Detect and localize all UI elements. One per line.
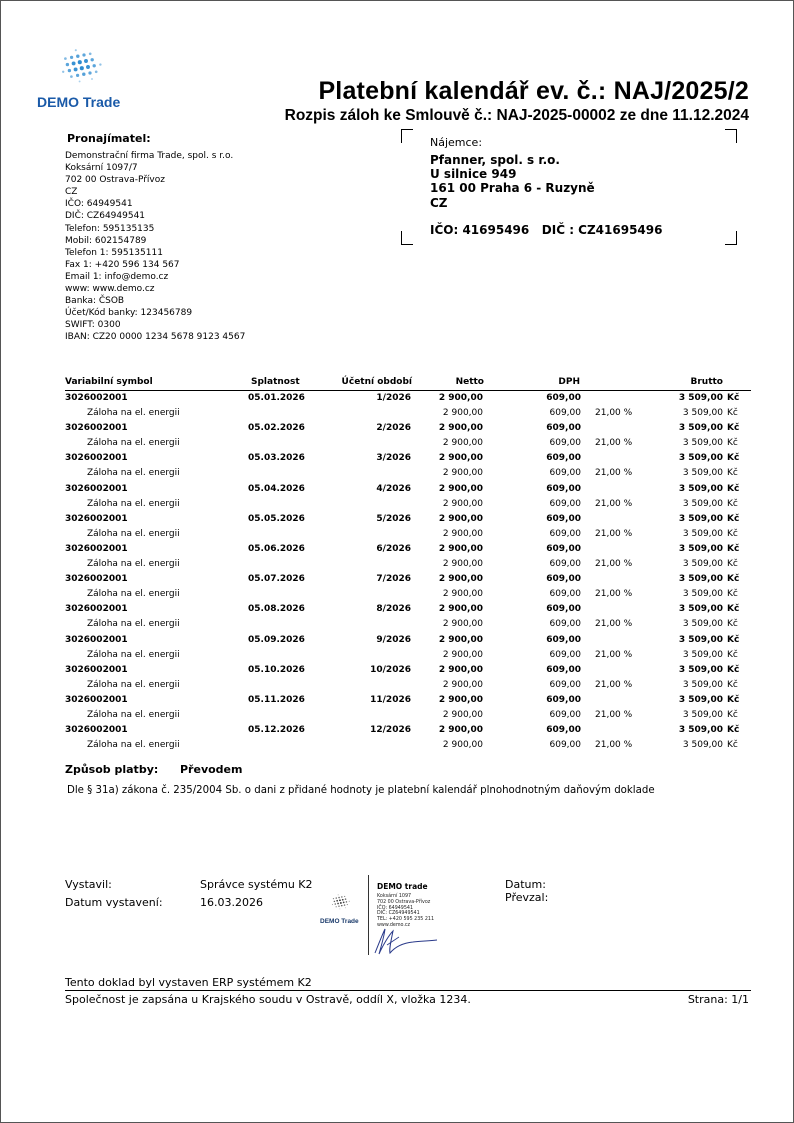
landlord-line: CZ [65, 187, 78, 198]
cell-currency: Kč [727, 543, 740, 554]
cell-vat-rate: 21,00 % [595, 679, 633, 690]
box-corner [401, 231, 413, 245]
cell-period: 7/2026 [376, 574, 411, 585]
cell-gross: 3 509,00 [678, 664, 723, 675]
table-subrow [65, 527, 751, 542]
cell-due: 05.08.2026 [248, 604, 305, 615]
cell-variable-symbol: 3026002001 [65, 634, 128, 645]
table-row [65, 512, 751, 527]
tenant-line: Pfanner, spol. s r.o. [430, 153, 560, 167]
cell-vat: 609,00 [549, 589, 581, 600]
cell-vat: 609,00 [546, 664, 581, 675]
tenant-box [401, 129, 737, 245]
cell-currency: Kč [727, 408, 738, 419]
cell-vat-rate: 21,00 % [595, 559, 633, 570]
cell-gross: 3 509,00 [678, 604, 723, 615]
cell-vat: 609,00 [546, 453, 581, 464]
tenant-line: CZ [430, 195, 448, 210]
cell-currency: Kč [727, 589, 738, 600]
tenant-label: Nájemce: [430, 136, 483, 149]
cell-variable-symbol: 3026002001 [65, 725, 128, 736]
cell-gross: 3 509,00 [682, 559, 723, 570]
cell-due: 05.12.2026 [248, 725, 305, 736]
cell-vat-rate: 21,00 % [595, 589, 633, 600]
cell-period: 9/2026 [376, 634, 411, 645]
cell-gross: 3 509,00 [678, 423, 723, 434]
tenant-address [430, 153, 595, 210]
landlord-line: 702 00 Ostrava-Přívoz [65, 175, 165, 186]
cell-due: 05.01.2026 [248, 393, 305, 403]
cell-currency: Kč [727, 634, 740, 645]
header-due: Splatnost [251, 377, 300, 387]
table-subrow [65, 497, 751, 512]
cell-gross: 3 509,00 [682, 498, 723, 509]
table-row [65, 482, 751, 497]
cell-variable-symbol: 3026002001 [65, 694, 128, 705]
stamp-line: TEL: +420 595 235 211 [377, 917, 434, 923]
landlord-line: Banka: ČSOB [65, 296, 125, 307]
landlord-line: Demonstrační firma Trade, spol. s r.o. [65, 151, 234, 161]
cell-description: Záloha na el. energii [87, 709, 180, 720]
cell-period: 6/2026 [376, 543, 411, 554]
cell-net: 2 900,00 [442, 709, 483, 720]
header-vat: DPH [558, 377, 580, 387]
cell-description: Záloha na el. energii [87, 589, 180, 600]
cell-due: 05.05.2026 [248, 513, 305, 524]
landlord-line: Telefon 1: 595135111 [65, 247, 163, 258]
received-by-label: Převzal: [505, 891, 549, 904]
cell-net: 2 900,00 [442, 679, 483, 690]
cell-due: 05.02.2026 [248, 423, 305, 434]
cell-vat-rate: 21,00 % [595, 468, 633, 479]
cell-description: Záloha na el. energii [87, 649, 180, 660]
cell-gross: 3 509,00 [682, 528, 723, 539]
footer-company: Společnost je zapsána u Krajského soudu v Ostravě, oddíl X, vložka 1234. [65, 993, 471, 1006]
landlord-line: www: www.demo.cz [65, 284, 155, 295]
cell-period: 3/2026 [376, 453, 411, 464]
landlord-line: IČO: 64949541 [65, 199, 133, 210]
cell-vat: 609,00 [546, 694, 581, 705]
cell-period: 11/2026 [370, 694, 411, 705]
cell-variable-symbol: 3026002001 [65, 574, 128, 585]
cell-currency: Kč [727, 709, 738, 720]
cell-description: Záloha na el. energii [87, 740, 180, 751]
cell-gross: 3 509,00 [678, 483, 723, 494]
cell-variable-symbol: 3026002001 [65, 664, 128, 675]
cell-vat: 609,00 [546, 604, 581, 615]
legal-note: Dle § 31a) zákona č. 235/2004 Sb. o dani z přidané hodnoty je platební kalendář plnohodnotným daňovým doklade [67, 785, 655, 796]
cell-vat-rate: 21,00 % [595, 619, 633, 630]
cell-net: 2 900,00 [438, 634, 483, 645]
cell-gross: 3 509,00 [678, 513, 723, 524]
cell-net: 2 900,00 [442, 408, 483, 419]
cell-vat-rate: 21,00 % [595, 649, 633, 660]
issued-by-value: Správce systému K2 [200, 878, 313, 891]
cell-net: 2 900,00 [438, 543, 483, 554]
cell-variable-symbol: 3026002001 [65, 483, 128, 494]
cell-vat-rate: 21,00 % [595, 498, 633, 509]
cell-currency: Kč [727, 740, 738, 751]
cell-variable-symbol: 3026002001 [65, 604, 128, 615]
cell-net: 2 900,00 [438, 694, 483, 705]
landlord-line: SWIFT: 0300 [65, 320, 121, 331]
cell-vat: 609,00 [549, 468, 581, 479]
table-row [65, 542, 751, 557]
cell-currency: Kč [727, 453, 740, 464]
cell-net: 2 900,00 [442, 740, 483, 751]
table-row [65, 723, 751, 738]
cell-gross: 3 509,00 [678, 725, 723, 736]
payment-method-value: Převodem [180, 763, 243, 776]
table-row [65, 572, 751, 587]
cell-description: Záloha na el. energii [87, 438, 180, 449]
box-corner [725, 129, 737, 143]
table-row [65, 663, 751, 678]
cell-currency: Kč [727, 604, 740, 615]
table-row [65, 633, 751, 648]
cell-net: 2 900,00 [438, 483, 483, 494]
cell-net: 2 900,00 [442, 589, 483, 600]
cell-vat: 609,00 [549, 528, 581, 539]
cell-variable-symbol: 3026002001 [65, 423, 128, 434]
cell-vat: 609,00 [549, 438, 581, 449]
cell-vat: 609,00 [546, 513, 581, 524]
cell-currency: Kč [727, 513, 740, 524]
landlord-line: Mobil: 602154789 [65, 235, 147, 246]
cell-description: Záloha na el. energii [87, 498, 180, 509]
cell-net: 2 900,00 [442, 468, 483, 479]
cell-period: 10/2026 [370, 664, 411, 675]
cell-net: 2 900,00 [438, 604, 483, 615]
cell-vat: 609,00 [549, 619, 581, 630]
table-row [65, 391, 751, 406]
footer-divider [65, 990, 751, 991]
cell-net: 2 900,00 [442, 559, 483, 570]
cell-vat: 609,00 [549, 559, 581, 570]
signature-icon [369, 923, 441, 957]
table-row [65, 421, 751, 436]
cell-vat: 609,00 [549, 679, 581, 690]
cell-period: 1/2026 [376, 393, 411, 403]
cell-description: Záloha na el. energii [87, 468, 180, 479]
table-subrow [65, 648, 751, 663]
cell-description: Záloha na el. energii [87, 408, 180, 419]
table-header [65, 375, 751, 391]
landlord-line: Fax 1: +420 596 134 567 [65, 259, 180, 270]
cell-currency: Kč [727, 619, 738, 630]
document-title: Platební kalendář ev. č.: NAJ/2025/2 [318, 77, 749, 105]
cell-description: Záloha na el. energii [87, 528, 180, 539]
cell-due: 05.09.2026 [248, 634, 305, 645]
table-subrow [65, 678, 751, 693]
cell-period: 12/2026 [370, 725, 411, 736]
cell-description: Záloha na el. energii [87, 559, 180, 570]
cell-gross: 3 509,00 [678, 574, 723, 585]
cell-currency: Kč [727, 679, 738, 690]
cell-gross: 3 509,00 [678, 393, 723, 403]
cell-vat: 609,00 [546, 574, 581, 585]
landlord-line: Telefon: 595135135 [65, 223, 155, 234]
cell-currency: Kč [727, 528, 738, 539]
table-subrow [65, 557, 751, 572]
page-number: Strana: 1/1 [687, 993, 749, 1006]
cell-vat: 609,00 [549, 740, 581, 751]
cell-variable-symbol: 3026002001 [65, 543, 128, 554]
cell-net: 2 900,00 [442, 498, 483, 509]
header-variable-symbol: Variabilní symbol [65, 377, 153, 387]
cell-vat-rate: 21,00 % [595, 740, 633, 751]
cell-gross: 3 509,00 [682, 679, 723, 690]
cell-vat: 609,00 [546, 483, 581, 494]
cell-gross: 3 509,00 [682, 438, 723, 449]
document-subtitle: Rozpis záloh ke Smlouvě č.: NAJ-2025-00002 ze dne 11.12.2024 [284, 107, 749, 124]
cell-variable-symbol: 3026002001 [65, 393, 128, 403]
cell-currency: Kč [727, 393, 740, 403]
table-row [65, 451, 751, 466]
landlord-line: IBAN: CZ20 0000 1234 5678 9123 4567 [65, 332, 246, 343]
cell-gross: 3 509,00 [682, 740, 723, 751]
cell-gross: 3 509,00 [678, 543, 723, 554]
cell-net: 2 900,00 [442, 528, 483, 539]
landlord-line: Účet/Kód banky: 123456789 [65, 308, 193, 319]
tenant-line: 161 00 Praha 6 - Ruzyně [430, 181, 595, 196]
cell-currency: Kč [727, 725, 740, 736]
cell-description: Záloha na el. energii [87, 619, 180, 630]
stamp-line: 702 00 Ostrava-Přívoz [377, 899, 431, 905]
tenant-ids: IČO: 41695496 DIČ : CZ41695496 [430, 223, 663, 237]
cell-gross: 3 509,00 [678, 634, 723, 645]
cell-due: 05.03.2026 [248, 453, 305, 464]
landlord-line: Email 1: info@demo.cz [65, 271, 169, 282]
cell-net: 2 900,00 [438, 574, 483, 585]
landlord-details [65, 150, 245, 344]
cell-net: 2 900,00 [438, 513, 483, 524]
cell-period: 5/2026 [376, 513, 411, 524]
stamp-logo-text: DEMO Trade [320, 918, 359, 925]
cell-gross: 3 509,00 [678, 694, 723, 705]
cell-variable-symbol: 3026002001 [65, 513, 128, 524]
cell-net: 2 900,00 [442, 438, 483, 449]
cell-currency: Kč [727, 559, 738, 570]
header-net: Netto [455, 377, 484, 387]
box-corner [725, 231, 737, 245]
cell-vat: 609,00 [546, 725, 581, 736]
cell-net: 2 900,00 [438, 423, 483, 434]
cell-gross: 3 509,00 [682, 468, 723, 479]
landlord-heading: Pronajímatel: [67, 132, 151, 145]
cell-period: 4/2026 [376, 483, 411, 494]
cell-due: 05.04.2026 [248, 483, 305, 494]
cell-gross: 3 509,00 [682, 589, 723, 600]
cell-vat-rate: 21,00 % [595, 528, 633, 539]
payment-table [65, 375, 751, 753]
cell-vat: 609,00 [546, 393, 581, 403]
cell-gross: 3 509,00 [682, 408, 723, 419]
cell-vat: 609,00 [549, 709, 581, 720]
landlord-line: DIČ: CZ64949541 [65, 211, 146, 222]
table-body [65, 391, 751, 753]
table-row [65, 693, 751, 708]
cell-gross: 3 509,00 [678, 453, 723, 464]
cell-currency: Kč [727, 664, 740, 675]
received-date-label: Datum: [505, 878, 546, 891]
tenant-line: U silnice 949 [430, 167, 517, 182]
cell-net: 2 900,00 [438, 453, 483, 464]
cell-gross: 3 509,00 [682, 619, 723, 630]
cell-currency: Kč [727, 649, 738, 660]
table-row [65, 602, 751, 617]
cell-net: 2 900,00 [442, 649, 483, 660]
landlord-line: Koksární 1097/7 [65, 163, 138, 174]
footer-note: Tento doklad byl vystaven ERP systémem K2 [65, 976, 312, 989]
stamp-line: www.demo.cz [377, 922, 411, 928]
box-corner [401, 129, 413, 143]
stamp-line: IČO: 64949541 [377, 905, 414, 911]
cell-currency: Kč [727, 498, 738, 509]
cell-currency: Kč [727, 468, 738, 479]
cell-period: 8/2026 [376, 604, 411, 615]
issue-date-label: Datum vystavení: [65, 896, 163, 909]
cell-vat-rate: 21,00 % [595, 408, 633, 419]
logo-text: DEMO Trade [37, 94, 121, 110]
cell-currency: Kč [727, 574, 740, 585]
table-subrow [65, 406, 751, 421]
stamp-title: DEMO trade [377, 882, 428, 891]
issue-date-value: 16.03.2026 [200, 896, 263, 909]
cell-gross: 3 509,00 [682, 649, 723, 660]
table-subrow [65, 738, 751, 753]
cell-period: 2/2026 [376, 423, 411, 434]
table-subrow [65, 708, 751, 723]
cell-currency: Kč [727, 694, 740, 705]
cell-currency: Kč [727, 423, 740, 434]
payment-method-label: Způsob platby: [65, 763, 159, 776]
cell-variable-symbol: 3026002001 [65, 453, 128, 464]
cell-vat-rate: 21,00 % [595, 438, 633, 449]
cell-currency: Kč [727, 438, 738, 449]
stamp-line: DIČ: CZ64949541 [377, 911, 420, 917]
cell-vat: 609,00 [549, 649, 581, 660]
table-subrow [65, 466, 751, 481]
cell-gross: 3 509,00 [682, 709, 723, 720]
cell-net: 2 900,00 [438, 393, 483, 403]
table-subrow [65, 617, 751, 632]
cell-vat: 609,00 [549, 498, 581, 509]
table-subrow [65, 436, 751, 451]
cell-net: 2 900,00 [442, 619, 483, 630]
cell-description: Záloha na el. energii [87, 679, 180, 690]
table-subrow [65, 587, 751, 602]
cell-due: 05.07.2026 [248, 574, 305, 585]
header-gross: Brutto [690, 377, 723, 387]
cell-vat: 609,00 [546, 634, 581, 645]
cell-vat: 609,00 [546, 423, 581, 434]
cell-due: 05.06.2026 [248, 543, 305, 554]
cell-vat: 609,00 [549, 408, 581, 419]
header-period: Účetní období [341, 377, 412, 387]
cell-due: 05.10.2026 [248, 664, 305, 675]
cell-due: 05.11.2026 [248, 694, 305, 705]
cell-net: 2 900,00 [438, 664, 483, 675]
stamp-line: Koksární 1097 [377, 894, 412, 899]
cell-vat: 609,00 [546, 543, 581, 554]
issued-by-label: Vystavil: [65, 878, 112, 891]
cell-vat-rate: 21,00 % [595, 709, 633, 720]
cell-net: 2 900,00 [438, 725, 483, 736]
cell-currency: Kč [727, 483, 740, 494]
